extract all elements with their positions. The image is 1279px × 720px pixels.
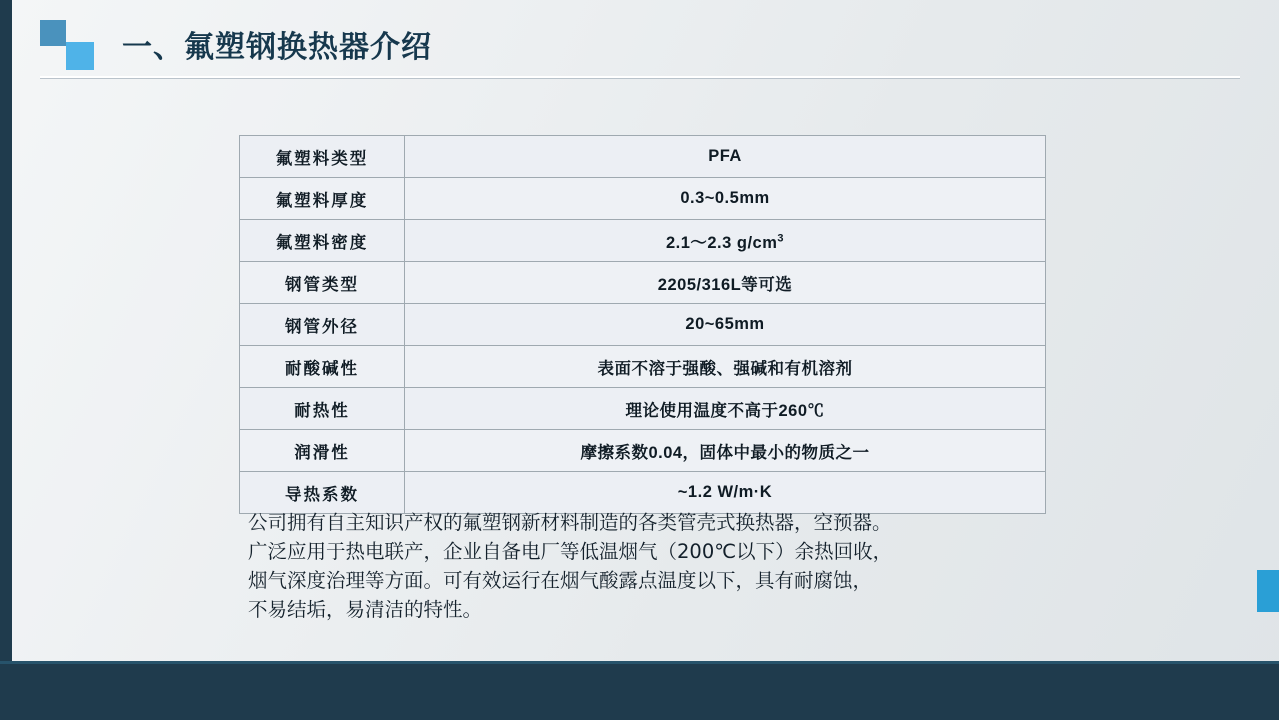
spec-value-text: 2.1～2.3 g/cm <box>665 233 778 252</box>
title-decoration <box>40 20 98 68</box>
spec-value: 理论使用温度不高于260℃ <box>405 388 1046 430</box>
bottom-band <box>0 664 1279 720</box>
table-row <box>240 178 1046 220</box>
right-accent-tab <box>1257 570 1279 612</box>
paragraph-line: 广泛应用于热电联产，企业自备电厂等低温烟气（200℃以下）余热回收， <box>248 540 893 563</box>
spec-value: PFA <box>405 136 1046 178</box>
spec-value-superscript: 3 <box>777 232 785 244</box>
table-row <box>240 136 1046 178</box>
spec-value: 2205/316L等可选 <box>405 262 1046 304</box>
spec-label: 钢管外径 <box>240 304 405 346</box>
spec-value: ~1.2 W/m·K <box>405 472 1046 514</box>
spec-value <box>405 220 1046 262</box>
spec-label: 氟塑料密度 <box>240 220 405 262</box>
spec-label: 润滑性 <box>240 430 405 472</box>
table-row <box>240 346 1046 388</box>
decoration-square-large <box>40 20 66 46</box>
spec-label: 氟塑料类型 <box>240 136 405 178</box>
page-title: 一、氟塑钢换热器介绍 <box>122 31 432 64</box>
table-row <box>240 220 1046 262</box>
table-row <box>240 388 1046 430</box>
table-row <box>240 262 1046 304</box>
spec-value: 0.3~0.5mm <box>405 178 1046 220</box>
paragraph-line: 公司拥有自主知识产权的氟塑钢新材料制造的各类管壳式换热器，空预器。 <box>248 511 892 534</box>
table-row <box>240 430 1046 472</box>
table-row <box>240 304 1046 346</box>
spec-label: 耐酸碱性 <box>240 346 405 388</box>
paragraph-line: 烟气深度治理等方面。可有效运行在烟气酸露点温度以下，具有耐腐蚀， <box>248 569 873 592</box>
spec-value: 20~65mm <box>405 304 1046 346</box>
spec-value: 摩擦系数0.04，固体中最小的物质之一 <box>405 430 1046 472</box>
spec-value: 表面不溶于强酸、强碱和有机溶剂 <box>405 346 1046 388</box>
spec-label: 耐热性 <box>240 388 405 430</box>
decoration-square-small <box>66 42 94 70</box>
paragraph-line: 不易结垢，易清洁的特性。 <box>248 598 483 621</box>
specification-table-body <box>240 136 1046 514</box>
description-paragraph <box>248 508 1048 624</box>
spec-label: 钢管类型 <box>240 262 405 304</box>
specification-table <box>239 135 1046 514</box>
left-accent-bar <box>0 0 12 720</box>
spec-label: 导热系数 <box>240 472 405 514</box>
spec-label: 氟塑料厚度 <box>240 178 405 220</box>
title-divider <box>40 76 1240 78</box>
